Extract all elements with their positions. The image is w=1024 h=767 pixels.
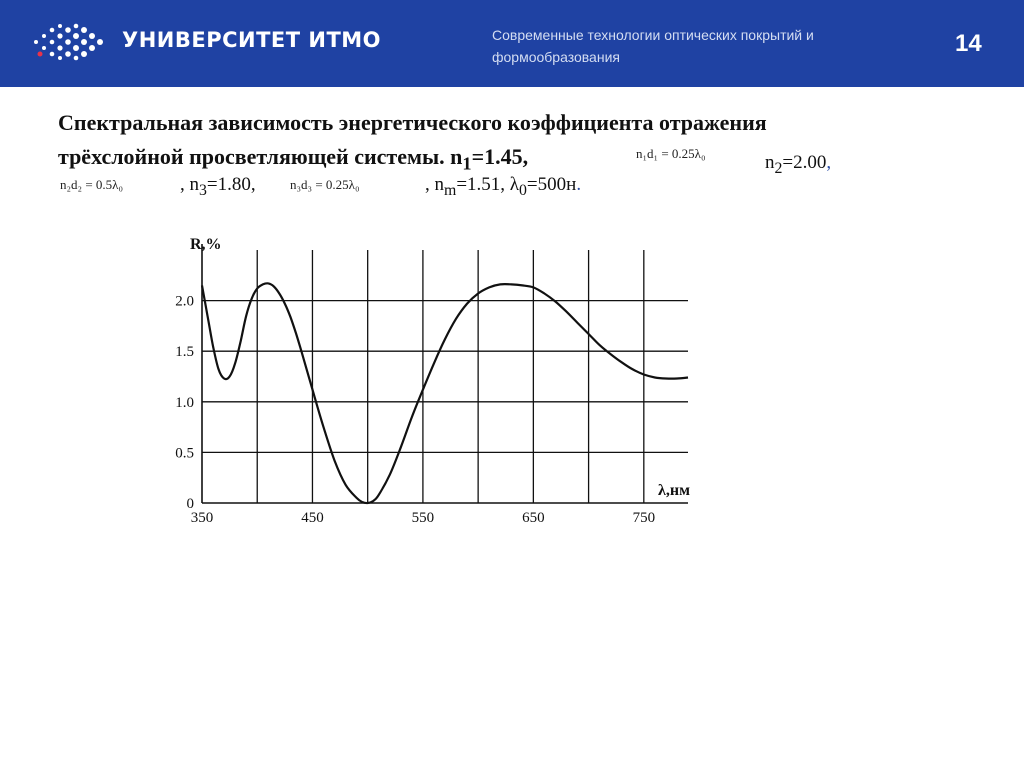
y-tick-label-0: 0 xyxy=(186,496,194,512)
lambda0-value: =500н xyxy=(526,174,577,195)
y-tick-label-2: 1.0 xyxy=(175,394,194,411)
n2-value: =2.00 xyxy=(782,152,827,173)
n3-subscript: 3 xyxy=(199,181,207,199)
nm-value: =1.51, λ xyxy=(456,174,519,195)
n3-label: , n xyxy=(180,174,199,195)
course-title-line2: формообразования xyxy=(492,49,620,65)
title-line1: Спектральная зависимость энергетического коэффициента отражения xyxy=(58,110,767,135)
course-title-line1: Современные технологии оптических покрытий и xyxy=(492,27,814,43)
formula-n2d2: n₂d₂ = 0.5λ₀ xyxy=(60,177,123,192)
n2-label: n xyxy=(765,152,775,173)
x-tick-label-4: 750 xyxy=(632,510,656,526)
x-axis-label: λ,нм xyxy=(658,482,690,499)
formula-n1d1: n₁d₁ = 0.25λ₀ xyxy=(636,146,706,161)
x-tick-label-0: 350 xyxy=(190,510,214,526)
x-tick-label-2: 550 xyxy=(411,510,435,526)
formula-n3d3: n₃d₃ = 0.25λ₀ xyxy=(290,177,360,192)
title-tail: =1.45, xyxy=(471,144,529,169)
x-tick-label-1: 450 xyxy=(301,510,324,526)
n2-subscript: 2 xyxy=(774,159,783,177)
y-tick-label-4: 2.0 xyxy=(175,293,194,310)
y-tick-label-1: 0.5 xyxy=(175,445,194,462)
slide-number: 14 xyxy=(955,30,982,57)
nm-label: , n xyxy=(425,174,444,195)
x-tick-label-3: 650 xyxy=(522,510,545,526)
n2-comma: , xyxy=(826,152,832,173)
y-axis-label: R,% xyxy=(190,236,222,253)
series-line-0 xyxy=(202,283,688,503)
y-tick-label-3: 1.5 xyxy=(175,344,194,361)
lambda0-subscript: 0 xyxy=(519,181,527,199)
title-subscript: 1 xyxy=(462,153,472,174)
university-name: УНИВЕРСИТЕТ ИТМО xyxy=(122,28,382,52)
lambda0-dot: . xyxy=(576,174,582,195)
title-line2-text: трёхслойной просветляющей системы. n xyxy=(58,144,463,169)
nm-subscript: m xyxy=(444,181,457,199)
n3-value: =1.80, xyxy=(206,174,256,195)
